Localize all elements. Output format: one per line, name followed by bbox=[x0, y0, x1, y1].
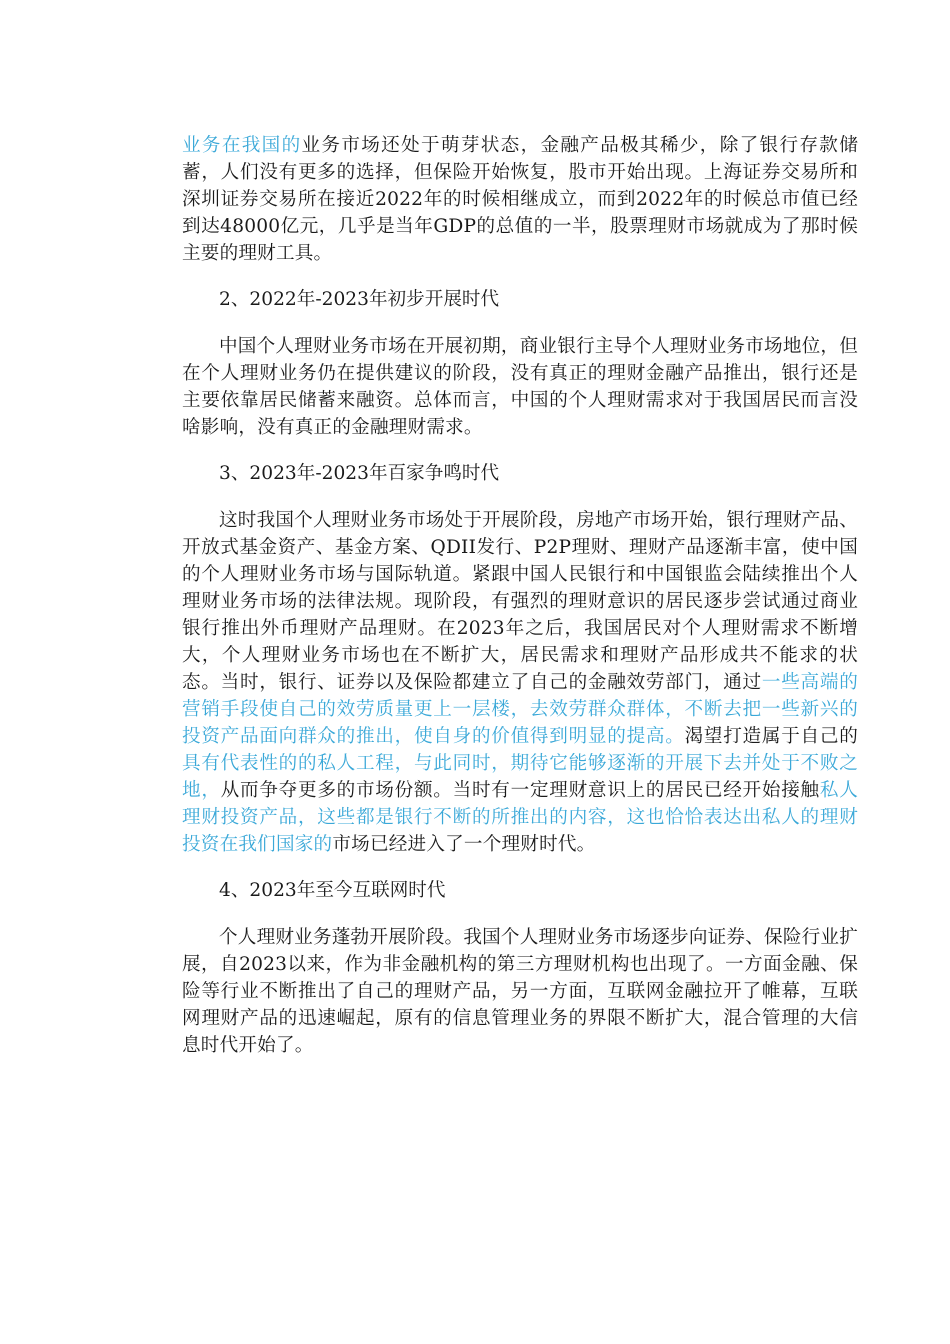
section-heading-4: 4、2023年至今互联网时代 bbox=[219, 880, 446, 901]
paragraph-text: 市场已经进入了一个理财时代。 bbox=[332, 834, 596, 855]
document-body bbox=[182, 132, 858, 1059]
paragraph-hundred-schools bbox=[182, 507, 858, 858]
paragraph-text: 这时我国个人理财业务市场处于开展阶段，房地产市场开始，银行理财产品、开放式基金资产、基金方案、QDII发行、P2P理财、理财产品逐渐丰富，使中国的个人理财业务市场与国际轨道。紧跟中国人民银行和中国银监会陆续推出个人理财业务市场的法律法规。现阶段，有强烈的理财意识的居民逐步尝试通过商业银行推出外币理财产品理财。在2023年之后，我国居民对个人理财需求不断增大，个人理财业务市场也在不断扩大，居民需求和理财产品形成共不能求的状态。当时，银行、证券以及保险都建立了自己的金融效劳部门，通过 bbox=[182, 510, 858, 693]
paragraph-text: 从而争夺更多的市场份额。当时有一定理财意识上的居民已经开始接触 bbox=[220, 780, 820, 801]
highlighted-text: 业务在我国的 bbox=[182, 135, 302, 156]
highlighted-text: 具有代表性的的私人工程，与此同时，期待它能够逐渐的开展下去并处于不败之地， bbox=[182, 753, 858, 801]
paragraph-intro-continued bbox=[182, 132, 858, 267]
section-heading-3: 3、2023年-2023年百家争鸣时代 bbox=[219, 463, 500, 484]
highlighted-text: 一些高端的营销手段使自己的效劳质量更上一层楼，去效劳群众群体，不断去把一些新兴的投资产品面向群众的推出，使自身的价值得到明显的提高。 bbox=[182, 672, 858, 747]
highlighted-text: 私人理财投资产品，这些都是银行不断的所推出的内容，这也恰恰表达出私人的理财投资在我们国家的 bbox=[182, 780, 859, 855]
paragraph-text: 业务市场还处于萌芽状态，金融产品极其稀少，除了银行存款储蓄，人们没有更多的选择，但保险开始恢复，股市开始出现。上海证券交易所和深圳证券交易所在接近2022年的时候相继成立，而到2022年的时候总市值已经到达48000亿元，几乎是当年GDP的总值的一半，股票理财市场就成为了那时候主要的理财工具。 bbox=[182, 135, 858, 264]
paragraph-initial-stage: 中国个人理财业务市场在开展初期，商业银行主导个人理财业务市场地位，但在个人理财业务仍在提供建议的阶段，没有真正的理财金融产品推出，银行还是主要依靠居民储蓄来融资。总体而言，中国的个人理财需求对于我国居民而言没啥影响，没有真正的金融理财需求。 bbox=[182, 336, 858, 438]
paragraph-internet-era: 个人理财业务蓬勃开展阶段。我国个人理财业务市场逐步向证券、保险行业扩展，自2023以来，作为非金融机构的第三方理财机构也出现了。一方面金融、保险等行业不断推出了自己的理财产品，另一方面，互联网金融拉开了帷幕，互联网理财产品的迅速崛起，原有的信息管理业务的界限不断扩大，混合管理的大信息时代开始了。 bbox=[182, 927, 858, 1056]
paragraph-text: 渴望打造属于自己的 bbox=[684, 726, 858, 747]
section-heading-2: 2、2022年-2023年初步开展时代 bbox=[219, 289, 500, 310]
